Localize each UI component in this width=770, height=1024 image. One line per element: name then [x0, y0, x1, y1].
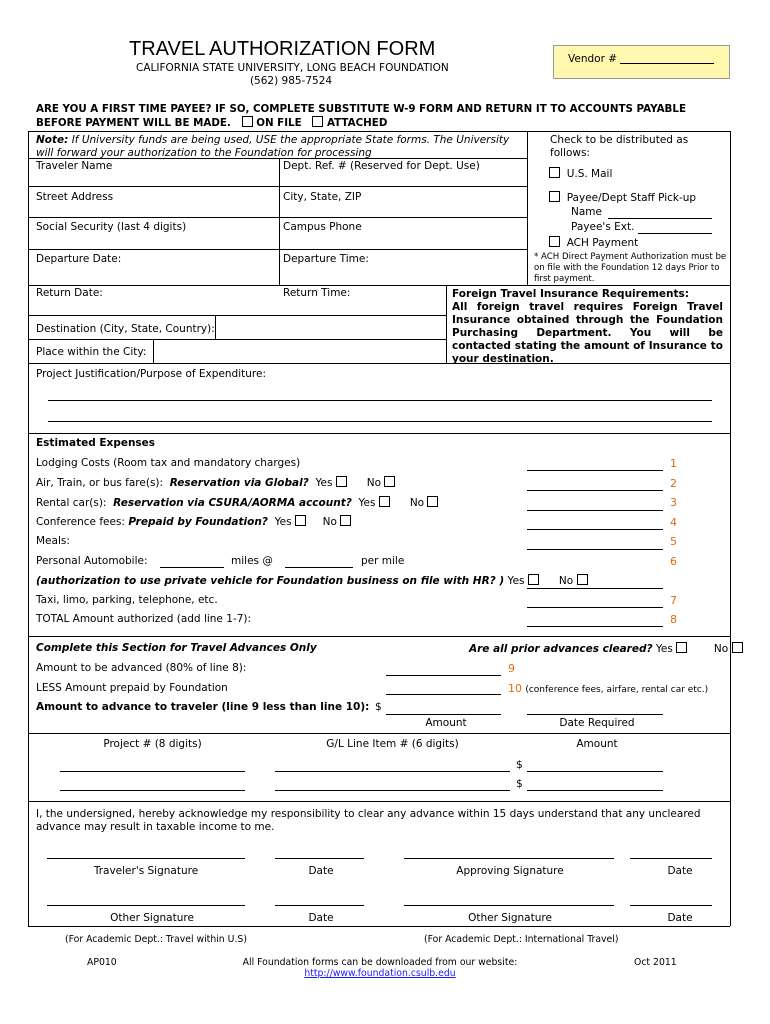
date-required-caption: Date Required	[559, 717, 635, 729]
row-line-10	[28, 636, 730, 637]
accounting-amount-line-1[interactable]	[527, 771, 663, 772]
rate-input-line[interactable]	[285, 567, 353, 568]
line-number-1: 1	[670, 457, 677, 470]
project-number-label: Project # (8 digits)	[103, 738, 202, 750]
amount-caption: Amount	[425, 717, 467, 729]
advance-dollar: $	[375, 701, 382, 713]
total-label: TOTAL Amount authorized (add line 1-7):	[36, 613, 252, 625]
amount-line-3[interactable]	[527, 510, 663, 511]
academic-intl-note: (For Academic Dept.: International Travel)	[424, 934, 619, 945]
row-line-12	[28, 801, 730, 802]
form-title: TRAVEL AUTHORIZATION FORM	[129, 38, 436, 60]
org-name: CALIFORNIA STATE UNIVERSITY, LONG BEACH FOUNDATION	[136, 62, 449, 74]
per-mile-label: per mile	[361, 555, 405, 567]
line-number-7: 7	[670, 594, 677, 607]
distribution-heading: Check to be distributed as follows:	[550, 134, 689, 159]
air-row: Air, Train, or bus fare(s): Reservation via Global? Yes No	[36, 476, 395, 489]
insurance-heading: Foreign Travel Insurance Requirements:	[452, 288, 689, 300]
ach-option[interactable]: ACH Payment	[549, 236, 638, 249]
rental-row: Rental car(s): Reservation via CSURA/AORMA account? Yes No	[36, 496, 438, 509]
row-line-6	[28, 315, 446, 316]
payee-ext-label: Payee's Ext.	[571, 221, 635, 233]
row-line-2	[28, 186, 527, 187]
less-prepaid-label: LESS Amount prepaid by Foundation	[36, 682, 228, 694]
traveler-name-label[interactable]: Traveler Name	[36, 160, 113, 172]
departure-date-label[interactable]: Departure Date:	[36, 253, 122, 265]
accounting-amount-line-2[interactable]	[527, 790, 663, 791]
taxi-label: Taxi, limo, parking, telephone, etc.	[36, 594, 218, 606]
prior-advances-row: Are all prior advances cleared? Yes No	[469, 642, 743, 655]
payee-notice-line2: BEFORE PAYMENT WILL BE MADE. ON FILE ATTACHED	[36, 117, 388, 129]
insurance-text: All foreign travel requires Foreign Travel Insurance obtained through the Foundation Purchasing Department. You will be contacted stating the amount of Insurance to your destination.	[452, 301, 723, 365]
payee-ext-line[interactable]	[638, 233, 712, 234]
pickup-option[interactable]: Payee/Dept Staff Pick-up	[549, 191, 696, 204]
air-yes-checkbox[interactable]	[336, 476, 347, 487]
other-date-line-1[interactable]	[275, 905, 364, 906]
other-date-caption-1: Date	[308, 912, 334, 924]
vendor-label: Vendor #	[568, 53, 618, 65]
vendor-input-line[interactable]	[620, 63, 714, 64]
form-code: AP010	[87, 957, 117, 968]
line-number-8: 8	[670, 613, 677, 626]
academic-us-note: (For Academic Dept.: Travel within U.S)	[65, 934, 247, 945]
gl-line-label: G/L Line Item # (6 digits)	[326, 738, 459, 750]
grid-left	[28, 131, 29, 926]
line-number-5: 5	[670, 535, 677, 548]
grid-right	[730, 131, 731, 926]
row-line-9	[28, 433, 730, 434]
line-number-9: 9	[508, 662, 515, 675]
ssn-label[interactable]: Social Security (last 4 digits)	[36, 221, 187, 233]
approving-date-caption: Date	[667, 865, 693, 877]
right-col-divider	[527, 131, 528, 285]
on-file-label: ON FILE	[256, 117, 302, 129]
amount-line-7[interactable]	[527, 607, 663, 608]
approving-sig-caption: Approving Signature	[456, 865, 564, 877]
justification-line-1[interactable]	[48, 400, 712, 401]
note: Note: If University funds are being used, USE the appropriate State forms. The University will forward your authorization to the Foundation for processing	[36, 134, 510, 159]
justification-line-2[interactable]	[48, 421, 712, 422]
return-time-label[interactable]: Return Time:	[283, 287, 351, 299]
line-number-6: 6	[670, 555, 677, 568]
line-number-2: 2	[670, 477, 677, 490]
other-sig-line-1[interactable]	[47, 905, 245, 906]
pickup-name-label: Name	[571, 206, 602, 218]
line-number-10: 10	[508, 682, 522, 695]
date-required-line[interactable]	[527, 714, 663, 715]
advance-amount-line[interactable]	[386, 714, 501, 715]
air-no-checkbox[interactable]	[384, 476, 395, 487]
row-line-11	[28, 733, 730, 734]
ach-checkbox[interactable]	[549, 236, 560, 247]
other-sig-caption-2: Other Signature	[468, 912, 552, 924]
approving-sig-line[interactable]	[404, 858, 614, 859]
accounting-amount-label: Amount	[576, 738, 618, 750]
row-line-4	[28, 249, 527, 250]
traveler-date-caption: Date	[308, 865, 334, 877]
rental-no-checkbox[interactable]	[427, 496, 438, 507]
miles-input-line[interactable]	[160, 567, 224, 568]
private-yes-checkbox[interactable]	[528, 574, 539, 585]
meals-label: Meals:	[36, 535, 70, 547]
acknowledgement: I, the undersigned, hereby acknowledge my responsibility to clear any advance within 15 days understand that any uncleared advance may result in taxable income to me.	[36, 808, 701, 833]
prior-no-checkbox[interactable]	[732, 642, 743, 653]
pickup-name-line[interactable]	[608, 218, 712, 219]
download-text: All Foundation forms can be downloaded from our website:	[242, 957, 518, 968]
dept-ref-label[interactable]: Dept. Ref. # (Reserved for Dept. Use)	[283, 160, 480, 172]
return-date-label[interactable]: Return Date:	[36, 287, 103, 299]
us-mail-checkbox[interactable]	[549, 167, 560, 178]
less-prepaid-line[interactable]	[386, 694, 501, 695]
rental-yes-checkbox[interactable]	[379, 496, 390, 507]
project-line-1[interactable]	[60, 771, 245, 772]
grid-bottom	[28, 926, 730, 927]
gl-line-1[interactable]	[275, 771, 510, 772]
amount-line-6[interactable]	[527, 588, 663, 589]
departure-time-label[interactable]: Departure Time:	[283, 253, 369, 265]
on-file-checkbox[interactable]	[242, 116, 253, 127]
advances-heading: Complete this Section for Travel Advances Only	[36, 642, 317, 654]
insurance-divider	[446, 285, 447, 363]
traveler-date-line[interactable]	[275, 858, 364, 859]
justification-label: Project Justification/Purpose of Expenditure:	[36, 368, 266, 380]
miles-at-label: miles @	[231, 555, 273, 567]
other-date-line-2[interactable]	[630, 905, 712, 906]
attached-label: ATTACHED	[326, 117, 388, 129]
approving-date-line[interactable]	[630, 858, 712, 859]
amount-to-traveler-label: Amount to advance to traveler (line 9 less than line 10):	[36, 701, 370, 713]
city-state-zip-label[interactable]: City, State, ZIP	[283, 191, 362, 203]
destination-label[interactable]: Destination (City, State, Country):	[36, 323, 215, 335]
private-no-checkbox[interactable]	[577, 574, 588, 585]
pickup-checkbox[interactable]	[549, 191, 560, 202]
amount-line-4[interactable]	[527, 529, 663, 530]
ach-note: * ACH Direct Payment Authorization must be on file with the Foundation 12 days Prior to first payment.	[534, 252, 727, 284]
amount-advanced-label: Amount to be advanced (80% of line 8):	[36, 662, 247, 674]
expenses-heading: Estimated Expenses	[36, 437, 156, 449]
dollar-2: $	[516, 778, 523, 790]
lodging-label: Lodging Costs (Room tax and mandatory charges)	[36, 457, 301, 469]
traveler-sig-line[interactable]	[47, 858, 245, 859]
org-phone: (562) 985-7524	[249, 75, 333, 87]
row-line-3	[28, 217, 527, 218]
campus-phone-label[interactable]: Campus Phone	[283, 221, 362, 233]
us-mail-option[interactable]: U.S. Mail	[549, 167, 612, 180]
line-10-row: 10 (conference fees, airfare, rental car etc.)	[508, 682, 709, 695]
traveler-sig-caption: Traveler's Signature	[93, 865, 199, 877]
website-link[interactable]: http://www.foundation.csulb.edu	[304, 968, 456, 979]
revision-date: Oct 2011	[634, 957, 677, 968]
conference-row: Conference fees: Prepaid by Foundation? Yes No	[36, 515, 351, 528]
row-line-5	[28, 285, 730, 286]
dollar-1: $	[516, 759, 523, 771]
amount-line-8[interactable]	[527, 626, 663, 627]
conf-no-checkbox[interactable]	[340, 515, 351, 526]
dest-divider	[215, 315, 216, 339]
mid-divider	[279, 158, 280, 285]
other-date-caption-2: Date	[667, 912, 693, 924]
place-divider	[153, 339, 154, 363]
attached-checkbox[interactable]	[312, 116, 323, 127]
vendor-box[interactable]	[553, 45, 730, 79]
amount-advanced-line[interactable]	[386, 675, 501, 676]
amount-line-2[interactable]	[527, 490, 663, 491]
other-sig-caption-1: Other Signature	[110, 912, 194, 924]
gl-line-2[interactable]	[275, 790, 510, 791]
place-within-city-label[interactable]: Place within the City:	[36, 346, 147, 358]
amount-line-1[interactable]	[527, 470, 663, 471]
amount-line-5[interactable]	[527, 549, 663, 550]
grid-top	[28, 131, 730, 132]
personal-auto-label: Personal Automobile:	[36, 555, 148, 567]
line-number-4: 4	[670, 516, 677, 529]
private-vehicle-row: (authorization to use private vehicle for Foundation business on file with HR? ) Yes No	[36, 574, 588, 587]
prior-yes-checkbox[interactable]	[676, 642, 687, 653]
project-line-2[interactable]	[60, 790, 245, 791]
line-number-3: 3	[670, 496, 677, 509]
street-address-label[interactable]: Street Address	[36, 191, 114, 203]
conf-yes-checkbox[interactable]	[295, 515, 306, 526]
payee-notice-line1: ARE YOU A FIRST TIME PAYEE? IF SO, COMPLETE SUBSTITUTE W-9 FORM AND RETURN IT TO ACCOUNTS PAYABLE	[36, 103, 686, 115]
other-sig-line-2[interactable]	[404, 905, 614, 906]
row-line-7	[28, 339, 446, 340]
